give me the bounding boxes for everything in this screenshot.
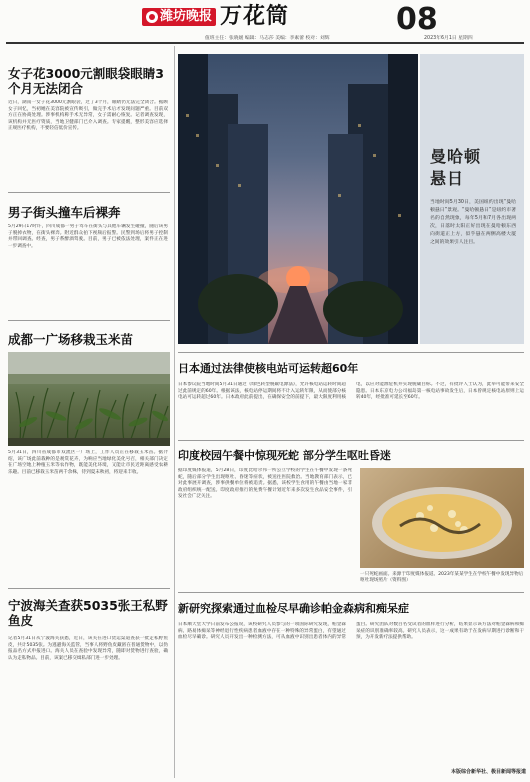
snake-lunch-photo	[360, 468, 524, 568]
headline-parkinson: 新研究探索通过血检尽早确诊帕金森病和痴呆症	[178, 602, 409, 615]
masthead-rule	[6, 42, 524, 44]
headline-india-snake: 印度校园午餐中惊现死蛇 部分学生呕吐昏迷	[178, 449, 391, 462]
paper-logo-icon	[146, 11, 158, 23]
headline-fish-skin: 宁波海关查获5035张王私野鱼皮	[8, 598, 168, 628]
city-skyline-image	[178, 54, 418, 344]
paper-logo-block	[142, 8, 216, 26]
paper-name: 潍坊晚报	[160, 9, 213, 24]
article-manhattanhenge-body: 当地时间5月30日，美国纽约出现“曼哈顿悬日”景观。“曼哈顿悬日”是纽约市著名的自然现象，每年5月和7月各出现两次，日落时太阳正好出现在曼哈顿东西向街道正上方，似乎悬在两侧高楼大厦之间的效果引人注目。	[430, 200, 516, 245]
article-eyebag-body: 近日，湖南一女子花3000元割眼袋，过了3个月，眼睛仍无法完全闭合。据顾女子回忆，当初她在美容院被宣传吸引，做完手术后才发现问题严重。目前双方正在协商处理。涉事机构称手术无异常，女子需耐心恢复。记者调查发现，该机构并无医疗资质，当地卫健部门已介入调查。专家提醒，整形美容应选择正规医疗机构，不要轻信低价宣传。	[8, 100, 168, 132]
corn-seedling-photo	[8, 352, 170, 446]
headline-japan-nuclear: 日本通过法律使核电站可运转超60年	[178, 362, 359, 375]
article-fish-skin-body: 记者5月31日从宁波海关获悉，近日，该关在进口货运渠道查获一批走私野鱼皮，共计5035张。为逃避海关监管，当事人将野鱼皮藏匿在普通货物中，以伪报品名方式申报进口。海关人员在查验中发现异常，随即对货物进行查验，确认为走私物品。目前，该案已移交缉私部门进一步处理。	[8, 636, 168, 661]
article-japan-nuclear-body: 日本参议院当地时间5月31日通过《绿色转型脱碳电源法》，允许核电站运转时间超过此前规定的60年。根据该法，核电站停运期间将不计入运转年限，从而使部分核电站可运转超过60年。日本政府此前提出，在确保安全的前提下，最大限度利用核电，以应对能源危机并实现脱碳目标。不过，有批评人士认为，此举可能带来安全隐患。日本东京电力公司福岛第一核电站事故发生后，日本曾规定核电站原则上运转40年，经批准可延长至60年。	[178, 382, 524, 401]
article-india-snake-body: 据印度媒体报道，5月28日，印度比哈尔邦一所公立学校的学生在午餐中发现一条死蛇，随后部分学生出现呕吐、昏迷等症状，被送往医院救治。当地教育部门表示，已对此事展开调查，涉事供餐单位将被追责。据悉，该校学生食用的午餐由当地一家非政府组织统一配送。印度政府推行的免费午餐计划近年来多次发生食品安全事件，引发社会广泛关注。	[178, 468, 352, 500]
divider	[8, 588, 170, 589]
source-note: 本版综合新华社、极目新闻等报道	[450, 769, 526, 775]
article-car-crash-body: 5月29日17时许，四川成都一男子驾车在街头与其他车辆发生碰撞，随后该男子脱掉衣物，在街头裸奔。附近群众拍下视频后报警。民警到场后将男子控制并带回调查。经查，男子系醉酒驾驶。目前，男子已被依法处理，案件正在进一步调查中。	[8, 224, 168, 249]
snake-photo-caption: 一只死蛇画面。来源于印度媒体报道。2023年某某学生在学校午餐中发现异物后呕吐现场照片（资料图）	[360, 572, 524, 584]
section-title: 万花筒	[220, 3, 290, 29]
manhattanhenge-photo	[178, 54, 418, 344]
masthead	[0, 0, 530, 42]
divider	[8, 320, 170, 321]
headline-corn-square: 成都一广场移栽玉米苗	[8, 332, 134, 347]
corn-seedlings-image	[8, 352, 170, 446]
divider	[8, 192, 170, 193]
left-column-divider	[174, 46, 175, 778]
article-parkinson-body: 日本顺天堂大学日前发布公报说，该校研究人员参与的一项国际研究发现，帕金森病、路易体痴呆等神经退行性疾病患者血液中存在一种特殊的异常蛋白，有望通过血检尽早确诊。研究人员开发出一种检测方法，可从血液中识别出患者体内的异常蛋白。研究团队对数百名受试者的血样进行分析，结果显示该方法对帕金森病和痴呆症的识别准确率较高。研究人员表示，这一成果有助于在发病早期进行诊断和干预，为开发新疗法提供帮助。	[178, 622, 524, 641]
headline-car-crash: 男子街头撞车后裸奔	[8, 205, 121, 220]
article-corn-square-body: 5月31日，四川省成都市双流区一广场上，工作人员正在移栽玉米苗。据介绍，该广场此前栽种的是观赏花卉，为响应当地绿化美化号召，相关部门决定在广场空地上种植玉米等农作物，既能美化环境，又能让市民近距离感受农耕乐趣。目前已移栽玉米苗两千余株，待到夏末秋初，将迎来丰收。	[8, 450, 168, 475]
divider	[178, 592, 524, 593]
issue-date: 2023年6月1日 星期四	[424, 36, 473, 41]
edition-credits: 值班主任：张晓媛 编辑：马志莎 美编：李素蕾 校对：刘辉	[205, 36, 330, 41]
page-number: 08	[396, 2, 438, 37]
divider	[178, 440, 524, 441]
lunch-plate-image	[360, 468, 524, 568]
divider	[178, 352, 524, 353]
headline-eyebag: 女子花3000元割眼袋眼睛3个月无法闭合	[8, 66, 164, 96]
headline-manhattanhenge: 曼哈顿悬日	[430, 147, 482, 188]
manhattanhenge-caption-box	[420, 54, 524, 344]
